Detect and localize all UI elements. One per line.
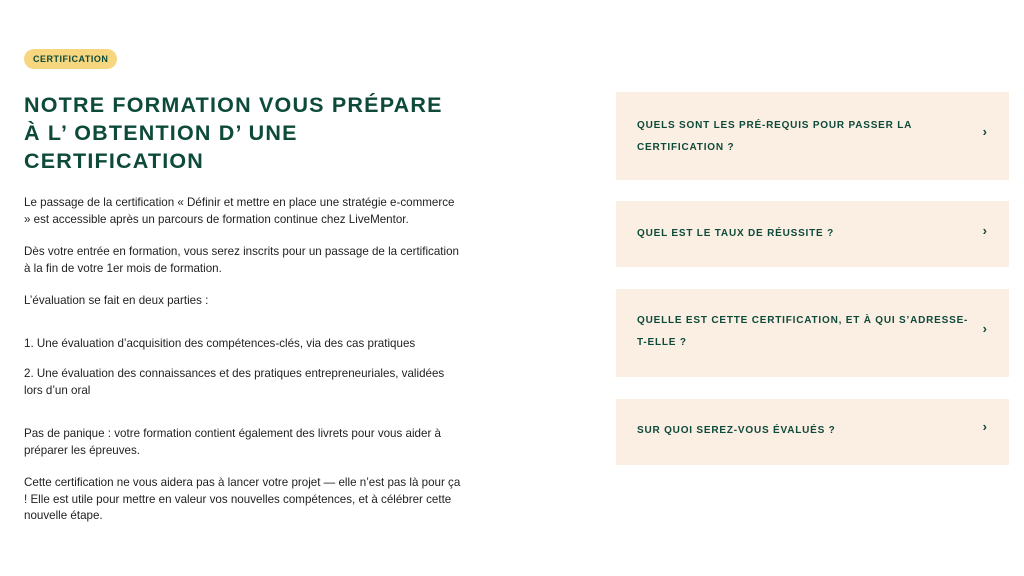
faq-question: SUR QUOI SEREZ-VOUS ÉVALUÉS ? [637,425,836,436]
list-item: 2. Une évaluation des connaissances et des pratiques entrepreneuriales, validées lors d’un oral [24,367,445,397]
faq-item-success-rate[interactable] [616,201,1009,267]
chevron-right-icon: › [982,419,987,434]
faq-item-prerequisites[interactable] [616,92,1009,180]
paragraph: Cette certification ne vous aidera pas à lancer votre projet — elle n’est pas là pour ça ! Elle est utile pour mettre en valeur vos nouvelles compétences, et à célébrer cette nouvelle étape. [24,476,461,522]
section-title: NOTRE FORMATION VOUS PRÉPARE À L’ OBTENTION D’ UNE CERTIFICATION [24,93,443,173]
faq-question: QUEL EST LE TAUX DE RÉUSSITE ? [637,228,834,239]
certification-section [24,49,464,525]
chevron-right-icon: › [982,223,987,238]
chevron-right-icon: › [982,124,987,139]
faq-question: QUELS SONT LES PRÉ-REQUIS POUR PASSER LA CERTIFICATION ? [637,120,912,153]
faq-question: QUELLE EST CETTE CERTIFICATION, ET À QUI S’ADRESSE-T-ELLE ? [637,315,969,348]
certification-badge: CERTIFICATION [24,49,117,69]
list-item: 1. Une évaluation d’acquisition des compétences-clés, via des cas pratiques [24,336,416,350]
chevron-right-icon: › [982,321,987,336]
faq-item-evaluation[interactable] [616,399,1009,465]
paragraph: L’évaluation se fait en deux parties : [24,294,209,307]
section-body [24,195,464,525]
paragraph: Dès votre entrée en formation, vous serez inscrits pour un passage de la certification à la fin de votre 1er mois de formation. [24,245,459,275]
faq-item-what-certification[interactable] [616,289,1009,377]
paragraph: Le passage de la certification « Définir et mettre en place une stratégie e-commerce » est accessible après un parcours de formation continue chez LiveMentor. [24,196,455,226]
paragraph: Pas de panique : votre formation contient également des livrets pour vous aider à préparer les épreuves. [24,427,441,457]
